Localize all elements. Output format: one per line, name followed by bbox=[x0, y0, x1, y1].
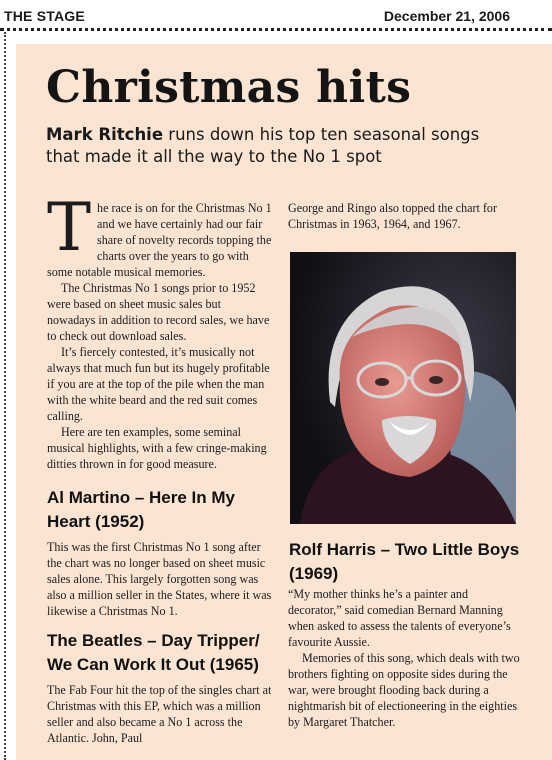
entry-body-beatles: The Fab Four hit the top of the singles chart at Christmas with this EP, which was a million seller and also became a No 1 across the Atlantic. John, Paul bbox=[47, 683, 272, 745]
entry-heading-rolf-harris bbox=[289, 538, 524, 586]
body-paragraph: Here are ten examples, some seminal musical highlights, with a few cringe-making ditties thrown in for good measure. bbox=[47, 425, 267, 471]
drop-cap: T bbox=[47, 189, 92, 266]
intro-paragraph bbox=[47, 189, 272, 280]
standfirst-text: runs down his top ten seasonal songs that made it all the way to the No 1 spot bbox=[46, 125, 480, 166]
entry-heading-line: The Beatles – Day Tripper/ bbox=[47, 631, 260, 650]
left-dotted-rule bbox=[4, 32, 6, 760]
entry-body-rolf-harris: “My mother thinks he’s a painter and decorator,” said comedian Bernard Manning when asked to assess the talents of everyone’s favourite Aussie. bbox=[288, 587, 511, 649]
entry-heading-line: Heart (1952) bbox=[47, 512, 145, 531]
portrait-image bbox=[290, 252, 516, 524]
article-column-right bbox=[288, 200, 518, 232]
article-headline: Christmas hits bbox=[46, 62, 412, 113]
entry-heading-line: (1969) bbox=[289, 564, 339, 583]
entry-heading-line: Al Martino – Here In My bbox=[47, 488, 235, 507]
article-column-right-lower bbox=[288, 586, 520, 730]
body-paragraph: It’s fiercely contested, it’s musically not always that much fun but its hugely profitable if you are at the top of the pile when the man with the white beard and the red suit comes calling. bbox=[47, 345, 270, 423]
entry-heading-beatles bbox=[47, 629, 272, 677]
standfirst bbox=[46, 124, 506, 168]
byline: Mark Ritchie bbox=[46, 125, 164, 144]
entry-heading-line: Rolf Harris – Two Little Boys bbox=[289, 540, 520, 559]
rolf-harris-photo bbox=[290, 252, 516, 524]
issue-date: December 21, 2006 bbox=[383, 8, 510, 24]
body-paragraph: The Christmas No 1 songs prior to 1952 were based on sheet music sales but nowadays in addition to record sales, we have to check out download sales. bbox=[47, 281, 270, 343]
publication-name: THE STAGE bbox=[4, 8, 85, 24]
intro-text: he race is on for the Christmas No 1 and we have certainly had our fair share of novelty records topping the charts over the years to go with some notable musical memories. bbox=[47, 201, 272, 279]
entry-body-rolf-harris: Memories of this song, which deals with two brothers fighting on opposite sides during the war, were brought flooding back during a nightmarish bit of electioneering in the eighties by Margaret Thatcher. bbox=[288, 651, 520, 729]
entry-heading-line: We Can Work It Out (1965) bbox=[47, 655, 259, 674]
masthead bbox=[0, 0, 552, 30]
article-column-left bbox=[47, 189, 272, 746]
entry-heading-al-martino bbox=[47, 486, 272, 534]
masthead-dotted-rule bbox=[0, 28, 552, 31]
entry-body-al-martino: This was the first Christmas No 1 song after the chart was no longer based on sheet music sales alone. This largely forgotten song was also a million seller in the States, where it was likewise a Christmas No 1. bbox=[47, 540, 272, 618]
entry-body-beatles-continued: George and Ringo also topped the chart for Christmas in 1963, 1964, and 1967. bbox=[288, 201, 498, 231]
